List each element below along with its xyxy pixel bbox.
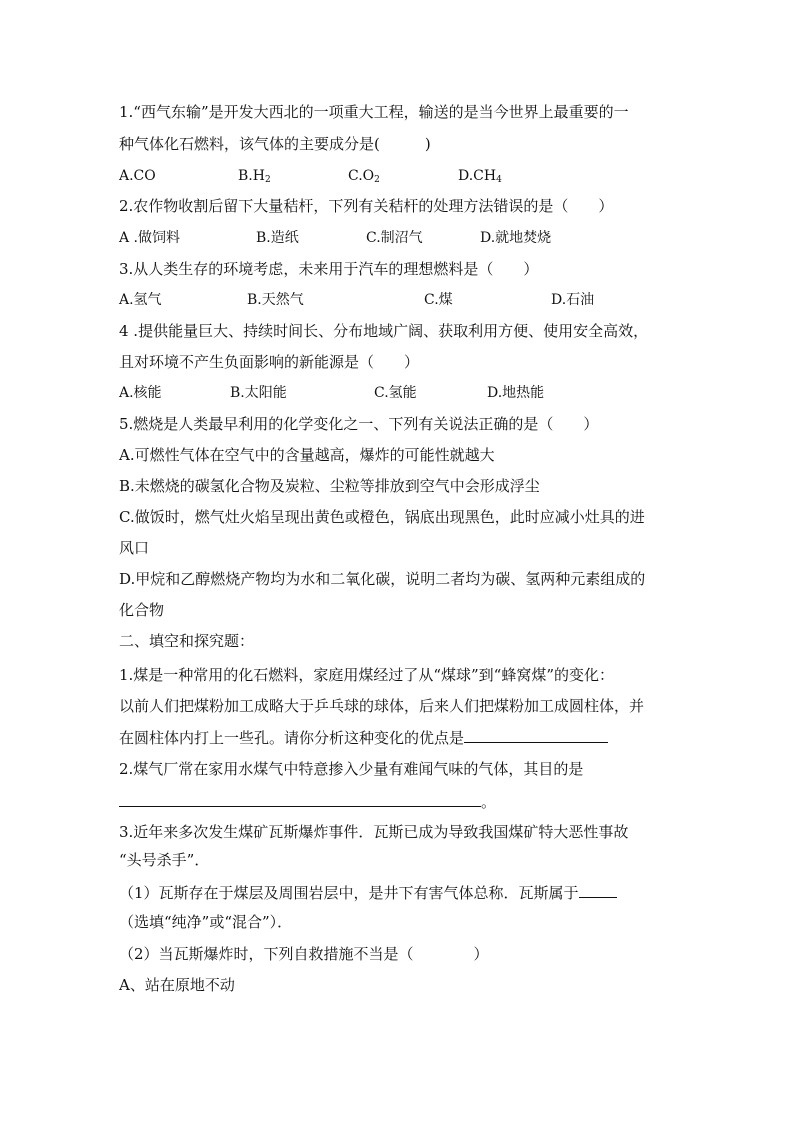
fill2-answer-blank[interactable] (119, 791, 481, 807)
q1-option-c (348, 166, 380, 190)
q5-option-b: B.未燃烧的碳氢化合物及炭粒、尘粒等排放到空气中会形成浮尘 (119, 477, 540, 495)
q4-line-1: 4 .提供能量巨大、持续时间长、分布地域广阔、获取利用方便、使用安全高效， (119, 322, 649, 340)
fill1-line-2: 以前人们把煤粉加工成略大于乒乓球的球体，后来人们把煤粉加工成圆柱体，并 (119, 697, 645, 715)
fill1-line-1: 1.煤是一种常用的化石燃料，家庭用煤经过了从“煤球”到“蜂窝煤”的变化： (119, 666, 614, 684)
q1-option-c-subscript: 2 (374, 175, 380, 185)
q4-option-c: C.氢能 (374, 385, 417, 401)
q2-option-a: A .做饲料 (119, 230, 181, 246)
q1-option-b (238, 166, 271, 190)
q1-option-d-text: D.CH (458, 168, 497, 184)
q3-option-d: D.石油 (551, 292, 595, 308)
q4-option-d: D.地热能 (487, 385, 545, 401)
q2-option-b: B.造纸 (256, 230, 299, 246)
q2-line-1: 2.农作物收割后留下大量秸杆，下列有关秸杆的处理方法错误的是（ ） (119, 197, 614, 215)
fill3-sub1-line-1 (119, 882, 617, 903)
q1-option-a (119, 166, 156, 186)
q4-line-2: 且对环境不产生负面影响的新能源是（ ） (119, 353, 420, 371)
q4-option-b: B.太阳能 (230, 385, 287, 401)
q1-option-b-text: B.H (238, 168, 265, 184)
fill3-sub2-line-1: （2）当瓦斯爆炸时，下列自救措施不当是（ ） (119, 945, 489, 963)
fill1-answer-blank[interactable] (464, 727, 608, 743)
fill2-line-1: 2.煤气厂常在家用水煤气中特意掺入少量有难闻气味的气体，其目的是 (119, 760, 584, 778)
fill3-sub1-answer-blank[interactable] (579, 882, 617, 898)
q1-line-2: 种气体化石燃料，该气体的主要成分是( ) (119, 135, 431, 153)
q1-line-1: 1.“西气东输”是开发大西北的一项重大工程，输送的是当今世界上最重要的一 (119, 103, 629, 121)
q2-option-c: C.制沼气 (366, 230, 423, 246)
fill3-line-1: 3.近年来多次发生煤矿瓦斯爆炸事件．瓦斯已成为导致我国煤矿特大恶性事故 (119, 823, 629, 841)
fill2-period: 。 (481, 793, 497, 811)
q3-option-a: A.氢气 (119, 292, 162, 308)
fill3-sub1-text: （1）瓦斯存在于煤层及周围岩层中，是井下有害气体总称．瓦斯属于 (119, 884, 579, 902)
q3-line-1: 3.从人类生存的环境考虑，未来用于汽车的理想燃料是（ ） (119, 260, 539, 278)
fill2-line-2 (119, 791, 496, 812)
q5-line-1: 5.燃烧是人类最早利用的化学变化之一、下列有关说法正确的是（ ） (119, 415, 599, 433)
q2-option-d: D.就地焚烧 (480, 230, 552, 246)
q5-option-a: A.可燃性气体在空气中的含量越高，爆炸的可能性就越大 (119, 446, 495, 464)
q3-option-c: C.煤 (424, 292, 453, 308)
q5-option-c-line-2: 风口 (119, 539, 150, 557)
q1-option-d-subscript: 4 (496, 175, 502, 185)
fill1-line-3-text: 在圆柱体内打上一些孔。请你分析这种变化的优点是 (119, 729, 465, 747)
q5-option-c-line-1: C.做饭时，燃气灶火焰呈现出黄色或橙色，锅底出现黑色，此时应减小灶具的进 (119, 508, 645, 526)
q1-option-d (458, 166, 502, 190)
fill3-sub2-option-a: A、站在原地不动 (119, 976, 235, 994)
q4-option-a: A.核能 (119, 385, 162, 401)
q5-option-d-line-1: D.甲烷和乙醇燃烧产物均为水和二氧化碳，说明二者均为碳、氢两种元素组成的 (119, 570, 646, 588)
fill1-line-3 (119, 727, 608, 748)
fill3-sub1-line-2: （选填“纯净”或“混合”）． (119, 913, 293, 931)
q5-option-d-line-2: 化合物 (119, 601, 165, 619)
q1-option-b-subscript: 2 (264, 175, 271, 185)
q3-option-b: B.天然气 (247, 292, 304, 308)
fill3-line-2: “头号杀手”． (119, 851, 210, 869)
q1-option-c-text: C.O (348, 168, 375, 184)
section-2-title: 二、填空和探究题： (119, 632, 255, 650)
q1-option-a-text: A.CO (119, 168, 156, 184)
